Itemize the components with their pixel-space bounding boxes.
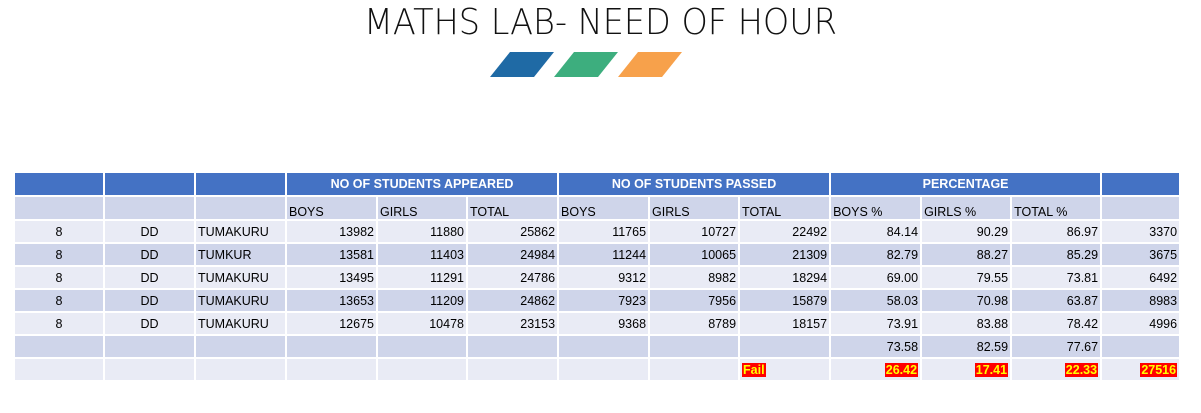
cell-total-percent: 63.87 [1011,289,1101,312]
cell-district: TUMKUR [195,243,286,266]
subheader-total-percent: TOTAL % [1011,196,1101,220]
subheader-boys-percent: BOYS % [830,196,921,220]
table-row [14,312,1180,335]
decorative-stripes [490,50,690,80]
cell-passed-girls: 7956 [649,289,739,312]
cell-boys-percent: 58.03 [830,289,921,312]
average-boys-percent: 73.58 [830,335,921,358]
header-passed: NO OF STUDENTS PASSED [558,172,830,196]
cell-extra: 3370 [1101,220,1180,243]
table-row [14,289,1180,312]
cell-dd: DD [104,289,195,312]
page-title: MATHS LAB- NEED OF HOUR [363,2,837,43]
cell-appeared-total: 25862 [467,220,558,243]
cell-girls-percent: 79.55 [921,266,1011,289]
cell-girls-percent: 88.27 [921,243,1011,266]
orange-stripe [618,52,682,77]
fail-boys-percent: 26.42 [885,362,918,377]
cell-district: TUMAKURU [195,289,286,312]
fail-count: 27516 [1141,362,1177,377]
subheader-boys: BOYS [558,196,649,220]
cell-appeared-boys: 13982 [286,220,377,243]
cell-appeared-total: 24862 [467,289,558,312]
cell-district: TUMAKURU [195,220,286,243]
cell-district: TUMAKURU [195,312,286,335]
cell-appeared-total: 24786 [467,266,558,289]
cell-appeared-girls: 11880 [377,220,467,243]
header-cell-empty [104,172,195,196]
cell-passed-girls: 8789 [649,312,739,335]
cell-passed-total: 15879 [739,289,830,312]
cell-appeared-boys: 12675 [286,312,377,335]
cell-passed-total: 21309 [739,243,830,266]
cell-extra: 4996 [1101,312,1180,335]
cell-passed-boys: 7923 [558,289,649,312]
cell-girls-percent: 90.29 [921,220,1011,243]
subheader-row [14,196,1180,220]
average-total-percent: 77.67 [1011,335,1101,358]
cell-appeared-girls: 10478 [377,312,467,335]
cell-appeared-girls: 11403 [377,243,467,266]
table-row [14,243,1180,266]
fail-total-percent: 22.33 [1065,362,1098,377]
cell-appeared-boys: 13653 [286,289,377,312]
table-row [14,220,1180,243]
cell-dd: DD [104,266,195,289]
cell-total-percent: 85.29 [1011,243,1101,266]
fail-row [14,358,1180,381]
cell-passed-total: 18157 [739,312,830,335]
cell-passed-total: 18294 [739,266,830,289]
header-appeared: NO OF STUDENTS APPEARED [286,172,558,196]
green-stripe [554,52,618,77]
subheader-boys: BOYS [286,196,377,220]
fail-girls-percent: 17.41 [975,362,1008,377]
cell-passed-boys: 9312 [558,266,649,289]
cell-appeared-girls: 11291 [377,266,467,289]
cell-appeared-total: 24984 [467,243,558,266]
cell-girls-percent: 83.88 [921,312,1011,335]
header-cell-empty [195,172,286,196]
cell-boys-percent: 73.91 [830,312,921,335]
subheader-girls: GIRLS [649,196,739,220]
header-percentage: PERCENTAGE [830,172,1101,196]
subheader-total: TOTAL [739,196,830,220]
cell-appeared-boys: 13581 [286,243,377,266]
cell-boys-percent: 82.79 [830,243,921,266]
cell-total-percent: 78.42 [1011,312,1101,335]
cell-passed-girls: 8982 [649,266,739,289]
cell-dd: DD [104,243,195,266]
blue-stripe [490,52,554,77]
header-cell-empty [1101,172,1180,196]
cell-girls-percent: 70.98 [921,289,1011,312]
cell-class: 8 [14,266,104,289]
cell-appeared-girls: 11209 [377,289,467,312]
table-row [14,266,1180,289]
cell-passed-total: 22492 [739,220,830,243]
subheader-girls-percent: GIRLS % [921,196,1011,220]
average-row [14,335,1180,358]
cell-extra: 3675 [1101,243,1180,266]
cell-dd: DD [104,312,195,335]
cell-passed-girls: 10727 [649,220,739,243]
cell-passed-boys: 11765 [558,220,649,243]
cell-class: 8 [14,243,104,266]
subheader-total: TOTAL [467,196,558,220]
cell-boys-percent: 69.00 [830,266,921,289]
results-table [13,171,1181,382]
cell-passed-girls: 10065 [649,243,739,266]
cell-passed-boys: 11244 [558,243,649,266]
cell-class: 8 [14,312,104,335]
header-row [14,172,1180,196]
cell-appeared-boys: 13495 [286,266,377,289]
fail-label: Fail [743,362,765,377]
cell-total-percent: 73.81 [1011,266,1101,289]
cell-extra: 8983 [1101,289,1180,312]
header-cell-empty [14,172,104,196]
cell-class: 8 [14,289,104,312]
cell-class: 8 [14,220,104,243]
subheader-girls: GIRLS [377,196,467,220]
cell-appeared-total: 23153 [467,312,558,335]
cell-district: TUMAKURU [195,266,286,289]
cell-passed-boys: 9368 [558,312,649,335]
cell-extra: 6492 [1101,266,1180,289]
average-girls-percent: 82.59 [921,335,1011,358]
cell-boys-percent: 84.14 [830,220,921,243]
cell-total-percent: 86.97 [1011,220,1101,243]
cell-dd: DD [104,220,195,243]
